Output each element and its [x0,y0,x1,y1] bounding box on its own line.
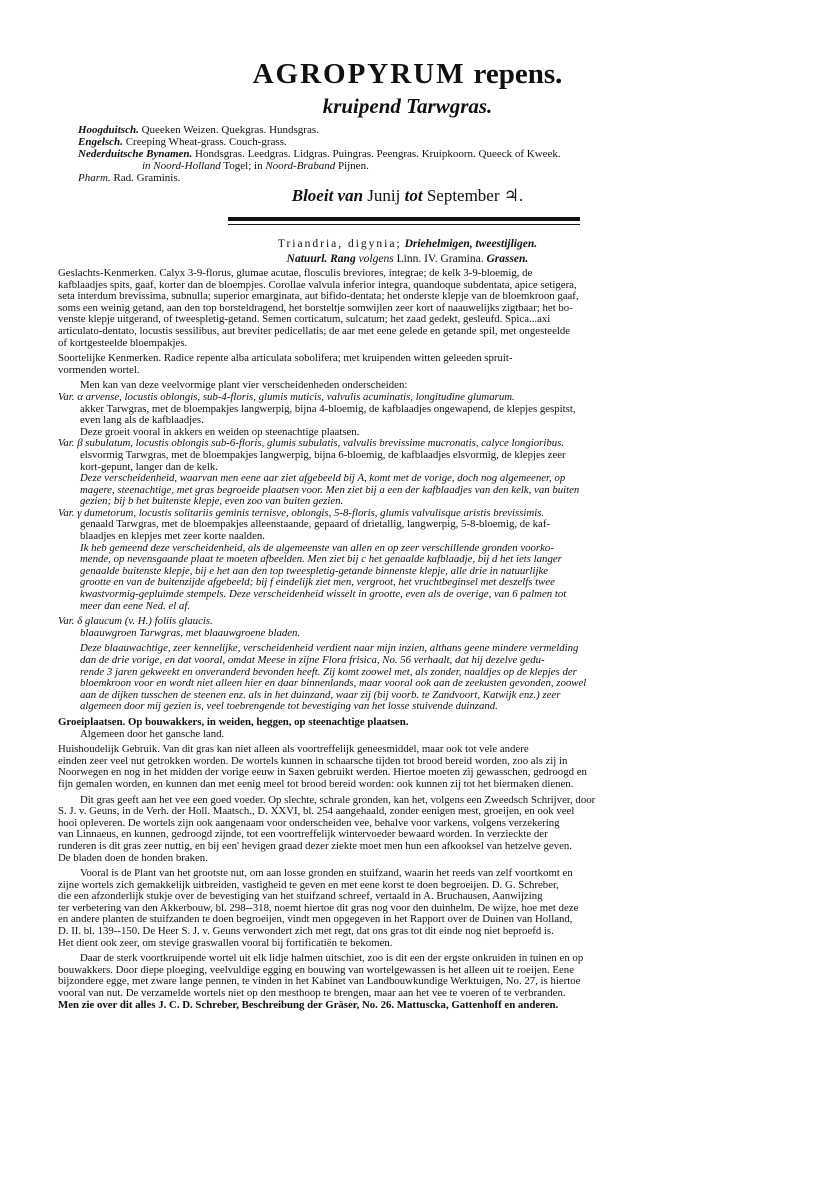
classification-linnean [0,238,815,250]
body-line: venste klepje uitgerand, of tweespletig-getand. Semen corticatum, sulcatum; het zaad gedekt, gesleufd. Spica...axi [58,314,551,326]
body-line: vooral van nut. De verzamelde wortels niet op den mesthoop te brengen, maar aan het vee te voeren of te verbranden. [58,988,566,1000]
label-noord-holland: in Noord-Holland [142,160,221,172]
body-line: blaauwgroen Tarwgras, met blaauwgroene bladen. [80,627,301,639]
body-line: kafblaadjes spits, gaaf, korter dan de bloempjes. Corollae valvula inferior integra, quandoque subdentata, apice setigera, [58,279,577,291]
body-line: hooi opleveren. De wortels zijn ook aangenaam voor onderscheiden vee, behalve voor varkens, volgens verzekering [58,817,560,829]
body-line: even lang als de kafblaadjes. [80,415,204,427]
body-line: blaadjes en klepjes met zeer korte naalden. [80,531,265,543]
body-line: Var. β subulatum, locustis oblongis sub-6-floris, glumis subulatis, valvulis brevissime mucronatis, calyce longioribus. [58,438,565,450]
label-pharm: Pharm. [78,172,111,184]
perennial-symbol: ♃. [503,186,524,205]
text-dutch: Hondsgras. Leedgras. Lidgras. Puingras. Peengras. Kruipkoorn. Queeck of Kweek. [195,148,561,160]
body-line: algemeen door mij gezien is, veel toebrengende tot bevestiging van het losse stuivende duinzand. [80,701,498,713]
text-english: Creeping Wheat-grass. Couch-grass. [125,136,287,148]
body-line: Deze blaauwachtige, zeer kennelijke, verscheidenheid verdient naar mijn inzien, althans geene mindere vermelding [80,643,579,655]
class-italic: Driehelmigen, tweestijligen. [404,238,538,250]
body-line: bouwakkers. Door diepe ploeging, veelvuldige egging en bouwing van wortelgewassen is het alleen uit te roeijen. Eene [58,964,574,976]
body-line: magere, steenachtige, met gras begroeide plaatsen voor. Men ziet bij a een der kafblaadjes van den kelk, van buiten [80,484,580,496]
page-title [0,58,815,91]
bloei-word-2: van [337,186,364,205]
body-line: Men kan van deze veelvormige plant vier verscheidenheden onderscheiden: [80,380,408,392]
body-line: Var. δ glaucum (v. H.) foliis glaucis. [58,616,213,628]
body-line: Deze verscheidenheid, waarvan men eene aar ziet afgebeeld bij A, komt met de vorige, doch nog algemeener, op [80,473,566,485]
body-line: soms een weinig getand, aan den top borsteldragend, het borsteltje somwijlen zeer kort of naauwelijks zigtbaar; het bo- [58,302,573,314]
body-line: zijne wortels zich gemakkelijk uitbreiden, vastigheid te geven en met eene korst te doen begroeijen. D. G. Schreber, [58,879,559,891]
body-line: Geslachts-Kenmerken. Calyx 3-9-florus, glumae acutae, flosculis breviores, integrae; de kelk 3-9-bloemig, de [58,268,533,279]
body-line: kwastvormig-gepluimde stempels. Deze verscheidenheid wisselt in grootte, even als de overige, van 6 palmen tot [80,589,567,601]
body-line: De bladen doen de honden braken. [58,852,208,864]
body-line: D. II. bl. 139--150. De Heer S. J. v. Geuns verwondert zich met regt, dat ons gras tot dit einde nog niet beproefd is. [58,926,554,938]
body-line: Algemeen door het gansche land. [80,728,225,740]
body-line: elsvormig Tarwgras, met de bloempakjes langwerpig, bijna 6-bloemig, de kafblaadjes elsvormig, de klepjes zeer [80,449,566,461]
body-line: Daar de sterk voortkruipende wortel uit elk lidje halmen uitschiet, zoo is dit een der ergste onkruiden in tuinen en op [80,953,584,965]
text-pharm: Rad. Graminis. [113,172,181,184]
body-line: Var. γ dumetorum, locustis solitariis geminis ternisve, oblongis, 5-8-floris, glumis valvulisque aristis brevissimis. [58,507,545,519]
body-line: van Linnaeus, en kunnen, gedroogd zijnde, tot een voortreffelijk wintervoeder bewaard worden. In verzieckte der [58,829,548,841]
species-name: repens. [473,58,563,90]
body-line: einden zeer veel nut getrokken worden. De wortels kunnen in schaarsche tijden tot brood bereid worden, zoo als zij in [58,755,568,767]
body-line: articulato-dentato, locustis sessilibus, aut breviter pedicellatis; de aar met eene gelede en getande spil, met ongesteelde [58,325,571,337]
body-line: Groeiplaatsen. Op bouwakkers, in weiden, heggen, op steenachtige plaatsen. [58,716,409,728]
genus-name: AGROPYRUM [252,58,466,90]
body-line: bloemkroon voor en wordt niet alleen hier en daar binnenlands, maar vooral ook aan de zeekusten gevonden, zoowel [80,678,587,690]
body-line: meer dan eene Ned. el af. [80,600,191,612]
body-line: dan de drie vorige, en dat vooral, omdat Meese in zijne Flora frisica, No. 56 verhaalt, dat hij dezelve gedu- [80,655,545,666]
body-line: en andere planten de stuifzanden te doen begroeijen, vindt men opgegeven in het Rapport over de Duinen van Holland, [58,914,573,926]
class-natural-d: Grassen. [486,253,529,265]
body-line: Var. α arvense, locustis oblongis, sub-4-floris, glumis muticis, valvulis acuminatis, longitudine glumarum. [58,391,515,403]
label-german: Hoogduitsch. [78,124,139,136]
label-noord-brabant: Noord-Braband [265,160,336,172]
bloei-word-5: September [426,186,500,205]
classification-natural [0,253,815,265]
names-dutch [78,148,798,160]
body-line: of kortgesteelde bloempakjes. [58,337,188,349]
label-english: Engelsch. [78,136,123,148]
label-dutch: Nederduitsche Bynamen. [78,148,193,160]
names-regional [78,160,798,172]
dutch-name: kruipend Tarwgras. [322,94,493,118]
body-line: Dit gras geeft aan het vee een goed voeder. Op slechte, schrale gronden, kan het, volgens een Zweedsch Schrijver, door [80,794,596,806]
names-german [78,124,798,136]
body-line: kort-gepunt, langer dan de kelk. [80,461,218,473]
bloei-word-3: Junij [367,186,401,205]
body-line: rende 3 jaren gekweekt en onveranderd bevonden heeft. Zij komt zoowel met, als zonder, naaldjes op de klepjes der [80,666,577,678]
vernacular-names [78,124,798,184]
body-line: fijn gemalen worden, en kunnen dan met eenig meel tot brood bereid worden: ook kunnen zij tot het biermaken dienen. [58,778,574,790]
bloei-word-4: tot [404,186,423,205]
body-line: bijzondere egge, met zware lange pennen, te vinden in het Kabinet van Landbouwkundige Werktuigen, No. 27, is hiertoe [58,976,581,988]
text-noord-holland: Togel; in [223,160,263,172]
text-noord-brabant: Pijnen. [337,160,369,172]
body-line: gezien; bij b het buitenste klepje, even zoo van buiten gezien. [80,496,344,508]
body-line: Noorwegen en nog in het midden der vorige eeuw in Saxen gebruikt werden. Hiertoe moeten zij gewasschen, gedroogd en [58,767,587,779]
class-natural-b: volgens [358,253,394,265]
body-line: akker Tarwgras, met de bloempakjes langwerpig, bijna 4-bloemig, de kafblaadjes ongewapend, de klepjes gespitst, [80,403,576,415]
body-line: runderen is dit gras zeer nuttig, en bij een' hevigen graad dezer ziekte moet men hun een afkooksel van hetzelve geven. [58,840,572,852]
body-line: ter verbetering van den Akkerbouw, bl. 298--318, noemt hiertoe dit gras nog voor den duinhelm. De wijze, hoe met deze [58,902,579,914]
body-line: Deze groeit vooral in akkers en weiden op steenachtige plaatsen. [80,426,360,438]
body-line: seta interdum brevissima, subnulla; superior emarginata, aut bifido-dentata; het onderste klepje van de bloemkroon gaaf, [58,291,579,303]
body-line: Huishoudelijk Gebruik. Van dit gras kan niet alleen als voortreffelijk geneesmiddel, maar ook tot vele andere [58,744,529,756]
text-german: Queeken Weizen. Quekgras. Hundsgras. [141,124,319,136]
divider-thick [228,217,580,221]
body-line: Men zie over dit alles J. C. D. Schreber, Beschreibung der Gräser, No. 26. Mattuscka, Gattenhoff en anderen. [58,999,559,1011]
body-line: Het dient ook zeer, om stevige graswallen vooral bij fortificatiën te bekomen. [58,937,393,949]
flowering-period [0,186,815,206]
names-english [78,136,798,148]
body-line: Vooral is de Plant van het grootste nut, om aan losse gronden en stuifzand, waarin het reeds van zelf voortkomt en [80,868,573,880]
body-line: grootte en van de buitenzijde afgebeeld; bij f eindelijk ziet men, vergroot, het vruchtbeginsel met deszelfs twee [80,577,555,589]
body-line: genaald Tarwgras, met de bloempakjes alleenstaande, gepaard of drietallig, langwerpig, 5-8-bloemig, de kaf- [80,519,551,531]
divider-thin [228,224,580,225]
body-line: Soortelijke Kenmerken. Radice repente alba articulata sobolifera; met kruipenden witten geleeden spruit- [58,353,513,365]
body-line: genaalde buitenste klepje, bij e het aan den top tweespletig-getande binnenste klepje, alle drie in natuurlijke [80,565,549,577]
names-pharm [78,172,798,184]
class-natural-c: Linn. IV. Gramina. [396,253,484,265]
body-line: Ik heb gemeend deze verscheidenheid, als de algemeenste van allen en op zeer verschillende gronden voorko- [80,542,554,554]
body-line: S. J. v. Geuns, in de Verh. der Holl. Maatsch., D. XXVI, bl. 254 aangehaald, zonder eenigen mest, groeijen, en ook veel [58,806,575,818]
bloei-word-1: Bloeit [291,186,334,205]
class-natural-a: Natuurl. Rang [286,253,356,265]
body-line: aan de dijken tusschen de steenen enz. als in het duinzand, waar zij (bij voorb. te Zandvoort, Katwijk enz.) zeer [80,689,561,701]
body-line: die een afzonderlijk stukje over de bevestiging van het stuifzand schreef, vertaald in A. Bruchausen, Aanwijzing [58,891,543,903]
class-plain: Triandria, digynia; [277,238,402,250]
body-line: mende, op nevensgaande plaat te moeten afbeelden. Men ziet bij c het genaalde kafblaadje, bij d het iets langer [80,554,562,566]
article-body [58,268,793,1011]
body-line: vormenden wortel. [58,364,140,376]
